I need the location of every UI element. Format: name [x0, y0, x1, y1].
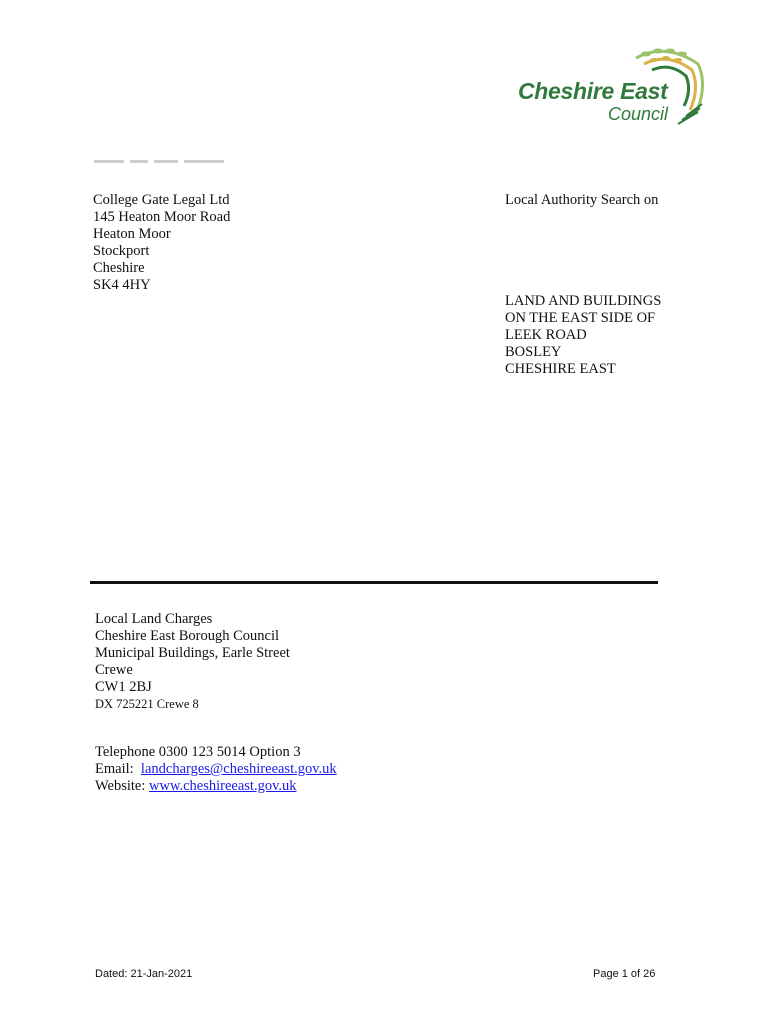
addressee-block	[93, 192, 230, 294]
website-link[interactable]: www.cheshireeast.gov.uk	[149, 778, 297, 794]
contact-block	[95, 744, 337, 795]
telephone: Telephone 0300 123 5014 Option 3	[95, 744, 301, 760]
property-line: LAND AND BUILDINGS	[505, 293, 662, 309]
email-label: Email:	[95, 761, 134, 777]
addressee-line: 145 Heaton Moor Road	[93, 209, 231, 225]
dx-number: DX 725221 Crewe 8	[95, 697, 199, 711]
property-line: CHESHIRE EAST	[505, 361, 616, 377]
faint-reference-line	[94, 158, 254, 166]
property-line: LEEK ROAD	[505, 327, 587, 343]
page-number: Page 1 of 26	[593, 968, 656, 980]
addressee-line: Heaton Moor	[93, 226, 171, 242]
council-line: Cheshire East Borough Council	[95, 628, 280, 644]
property-address	[505, 293, 661, 378]
council-line: Local Land Charges	[95, 611, 213, 627]
email-row	[95, 761, 337, 778]
council-line: Municipal Buildings, Earle Street	[95, 645, 290, 661]
search-title: Local Authority Search on	[505, 192, 659, 208]
addressee-line: Stockport	[93, 243, 150, 259]
council-address	[95, 611, 290, 713]
addressee-line: SK4 4HY	[93, 277, 151, 293]
addressee-line: Cheshire	[93, 260, 145, 276]
dated-footer: Dated: 21-Jan-2021	[95, 968, 193, 980]
council-line: CW1 2BJ	[95, 679, 152, 695]
cheshire-east-logo	[516, 44, 706, 132]
council-line: Crewe	[95, 662, 133, 678]
logo-name: Cheshire East	[518, 78, 668, 104]
logo-sub: Council	[608, 104, 669, 124]
email-link[interactable]: landcharges@cheshireeast.gov.uk	[140, 761, 337, 777]
website-row	[95, 778, 337, 795]
addressee-line: College Gate Legal Ltd	[93, 192, 230, 208]
property-line: BOSLEY	[505, 344, 562, 360]
property-line: ON THE EAST SIDE OF	[505, 310, 656, 326]
section-divider	[90, 581, 658, 584]
website-label: Website:	[95, 778, 146, 794]
